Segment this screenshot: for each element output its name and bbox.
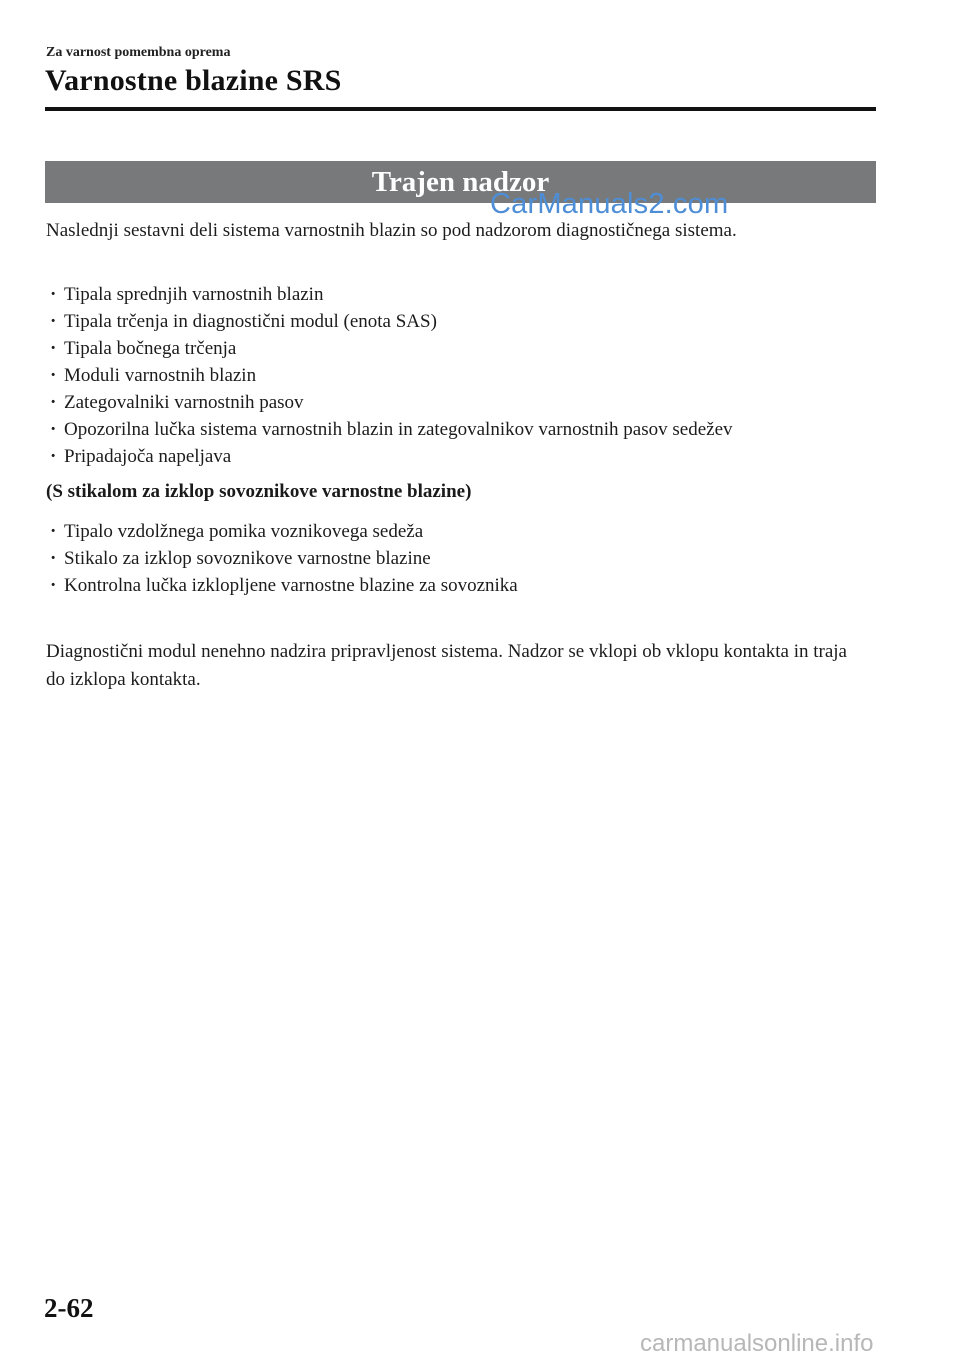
bullet-icon: · <box>50 446 57 467</box>
bullet-icon: · <box>50 392 57 413</box>
header-rule <box>45 107 876 111</box>
list-item <box>50 443 733 470</box>
bullet-icon: · <box>50 419 57 440</box>
topic-banner-title: Trajen nadzor <box>371 166 550 198</box>
list-item-text: Zategovalniki varnostnih pasov <box>64 392 304 413</box>
watermark-carmanuals2[interactable]: CarManuals2.com <box>490 188 729 220</box>
list-item-text: Stikalo za izklop sovoznikove varnostne blazine <box>64 548 431 569</box>
list-item-text: Tipala trčenja in diagnostični modul (enota SAS) <box>64 311 437 332</box>
page-number: 2-62 <box>44 1293 94 1323</box>
chapter-label: Za varnost pomembna oprema <box>46 45 231 60</box>
list-item-text: Pripadajoča napeljava <box>64 446 232 467</box>
list-item <box>50 308 733 335</box>
switch-components-list <box>50 518 518 599</box>
list-item <box>50 545 518 572</box>
bullet-icon: · <box>50 311 57 332</box>
subheading-passenger-switch: (S stikalom za izklop sovoznikove varnostne blazine) <box>46 481 472 502</box>
watermark-carmanualsonline[interactable]: carmanualsonline.info <box>640 1330 874 1357</box>
bullet-icon: · <box>50 284 57 305</box>
list-item <box>50 518 518 545</box>
list-item <box>50 416 733 443</box>
list-item-text: Opozorilna lučka sistema varnostnih blazin in zategovalnikov varnostnih pasov sedežev <box>64 419 733 440</box>
bullet-icon: · <box>50 338 57 359</box>
list-item-text: Moduli varnostnih blazin <box>64 365 257 386</box>
bullet-icon: · <box>50 521 57 542</box>
outro-paragraph: Diagnostični modul nenehno nadzira pripravljenost sistema. Nadzor se vklopi ob vklopu kontakta in traja do izklopa kontakta. <box>46 641 847 690</box>
bullet-icon: · <box>50 365 57 386</box>
bullet-icon: · <box>50 548 57 569</box>
list-item-text: Tipala bočnega trčenja <box>64 338 237 359</box>
list-item-text: Tipala sprednjih varnostnih blazin <box>64 284 324 305</box>
bullet-icon: · <box>50 575 57 596</box>
list-item <box>50 335 733 362</box>
list-item <box>50 281 733 308</box>
section-title: Varnostne blazine SRS <box>45 64 342 97</box>
list-item <box>50 389 733 416</box>
list-item <box>50 572 518 599</box>
list-item-text: Kontrolna lučka izklopljene varnostne blazine za sovoznika <box>64 575 518 596</box>
monitored-components-list <box>50 281 733 470</box>
list-item-text: Tipalo vzdolžnega pomika voznikovega sedeža <box>64 521 424 542</box>
intro-paragraph: Naslednji sestavni deli sistema varnostnih blazin so pod nadzorom diagnostičnega sistema. <box>46 220 737 241</box>
list-item <box>50 362 733 389</box>
